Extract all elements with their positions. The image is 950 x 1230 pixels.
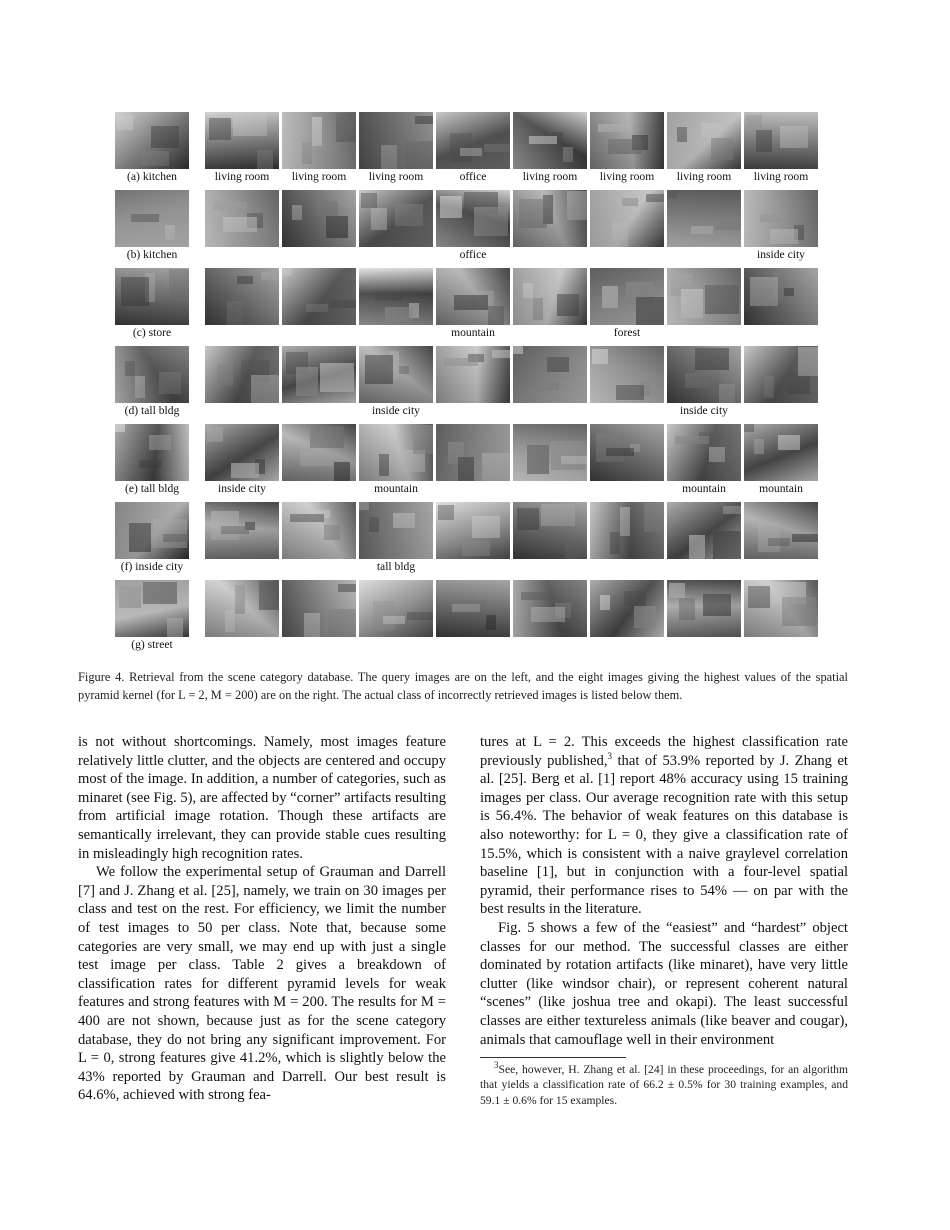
retrieved-image [436, 424, 510, 481]
retrieved-image [744, 112, 818, 169]
query-label: (f) inside city [120, 560, 184, 573]
retrieved-image [282, 112, 356, 169]
paragraph: We follow the experimental setup of Grauman and Darrell [7] and J. Zhang et al. [25], namely, we train on 30 images per class and test on the rest. For efficiency, we limit the number of test images to 50 per class. Note that, because some categories are very small, we may end up with just a single test image per class. Table 2 gives a breakdown of classification rates for different pyramid levels for weak features and strong features with M = 200. The results for M = 400 are not shown, because just as for the scene category database, they do not bring any significant improvement. For L = 0, strong features give 41.2%, which is slightly below the 43% reported by Grauman and Darrell. Our best result is 64.6%, achieved with strong fea- [78, 864, 446, 1104]
retrieved-image [282, 580, 356, 637]
text-column-right [480, 733, 848, 1108]
result-label: mountain [759, 482, 803, 495]
retrieved-image [205, 424, 279, 481]
paragraph [480, 733, 848, 919]
retrieved-image [744, 580, 818, 637]
query-label: (b) kitchen [126, 248, 178, 261]
result-label: office [459, 248, 487, 261]
query-label: (c) store [132, 326, 172, 339]
retrieval-row [0, 268, 950, 346]
retrieved-image [282, 190, 356, 247]
result-label: living room [368, 170, 424, 183]
retrieved-image [744, 502, 818, 559]
retrieved-image [282, 502, 356, 559]
retrieval-row [0, 502, 950, 580]
retrieved-image [590, 268, 664, 325]
paragraph: Fig. 5 shows a few of the “easiest” and “hardest” object classes for our method. The successful classes are either dominated by rotation artifacts (like minaret), have very little clutter (like windsor chair), or represent coherent natural “scenes” (like joshua tree and okapi). The least successful classes are either textureless animals (like beaver and cougar), animals that camouflage well in their environment [480, 919, 848, 1048]
query-label: (g) street [131, 638, 173, 651]
retrieval-row [0, 346, 950, 424]
query-image [115, 112, 189, 169]
figure-caption: Figure 4. Retrieval from the scene category database. The query images are on the left, and the eight images giving the highest values of the spatial pyramid kernel (for L = 2, M = 200) are on the right. The actual class of incorrectly retrieved images is listed below them. [78, 670, 848, 702]
retrieved-image [205, 502, 279, 559]
retrieved-image [359, 424, 433, 481]
retrieved-image [205, 580, 279, 637]
result-label: office [459, 170, 487, 183]
query-label: (e) tall bldg [124, 482, 180, 495]
retrieved-image [436, 190, 510, 247]
retrieved-image [436, 580, 510, 637]
retrieved-image [205, 112, 279, 169]
result-label: inside city [680, 404, 728, 417]
result-label: living room [599, 170, 655, 183]
footnote-marker: 3 [607, 750, 612, 761]
retrieved-image [359, 112, 433, 169]
retrieved-image [359, 580, 433, 637]
retrieved-image [513, 346, 587, 403]
result-label: tall bldg [376, 560, 416, 573]
retrieved-image [513, 424, 587, 481]
retrieved-image [667, 346, 741, 403]
retrieved-image [436, 502, 510, 559]
retrieved-image [513, 502, 587, 559]
retrieved-image [513, 112, 587, 169]
retrieved-image [359, 346, 433, 403]
retrieved-image [436, 268, 510, 325]
retrieved-image [359, 268, 433, 325]
result-label: living room [522, 170, 578, 183]
result-label: mountain [451, 326, 495, 339]
result-label: inside city [757, 248, 805, 261]
paragraph: is not without shortcomings. Namely, most images feature relatively little clutter, and the objects are centered and occupy most of the image. In addition, a number of categories, such as minaret (see Fig. 5), are affected by “corner” artifacts resulting from artificial image rotation. Though these artifacts are semantically irrelevant, they can provide stable cues resulting in misleadingly high recognition rates. [78, 734, 446, 862]
retrieved-image [436, 346, 510, 403]
retrieved-image [436, 112, 510, 169]
result-label: mountain [374, 482, 418, 495]
paragraph-text: tures at L = 2. This exceeds the highest classification rate previously published, [480, 734, 848, 769]
retrieved-image [744, 268, 818, 325]
retrieved-image [590, 190, 664, 247]
footnote [480, 1062, 848, 1108]
retrieved-image [205, 346, 279, 403]
retrieval-row [0, 580, 950, 658]
query-image [115, 424, 189, 481]
retrieved-image [590, 112, 664, 169]
footnote-text: See, however, H. Zhang et al. [24] in these proceedings, for an algorithm that yields a classification rate of 66.2 ± 0.5% for 30 training examples, and 59.1 ± 0.6% for 15 examples. [480, 1063, 848, 1107]
query-label: (d) tall bldg [124, 404, 180, 417]
retrieved-image [513, 580, 587, 637]
retrieved-image [667, 190, 741, 247]
query-image [115, 268, 189, 325]
retrieved-image [590, 580, 664, 637]
retrieved-image [667, 580, 741, 637]
retrieved-image [744, 424, 818, 481]
retrieved-image [205, 268, 279, 325]
result-label: inside city [218, 482, 266, 495]
query-image [115, 346, 189, 403]
retrieved-image [667, 268, 741, 325]
retrieved-image [590, 346, 664, 403]
retrieved-image [282, 346, 356, 403]
query-image [115, 190, 189, 247]
result-label: living room [214, 170, 270, 183]
retrieval-row [0, 190, 950, 268]
retrieved-image [667, 112, 741, 169]
query-image [115, 580, 189, 637]
retrieval-row [0, 424, 950, 502]
retrieved-image [590, 502, 664, 559]
footnote-rule [480, 1057, 626, 1058]
result-label: inside city [372, 404, 420, 417]
retrieved-image [590, 424, 664, 481]
result-label: living room [676, 170, 732, 183]
retrieved-image [282, 268, 356, 325]
retrieved-image [667, 424, 741, 481]
text-column-left [78, 733, 446, 1105]
retrieved-image [667, 502, 741, 559]
retrieved-image [513, 268, 587, 325]
retrieved-image [282, 424, 356, 481]
result-label: mountain [682, 482, 726, 495]
paragraph-text: that of 53.9% reported by J. Zhang et al. [25]. Berg et al. [1] report 48% accuracy using 15 training images per class. Our average recognition rate with this setup is 56.4%. The behavior of weak features on this database is also noteworthy: for L = 0, they give a classification rate of 15.5%, which is consistent with a naive graylevel correlation baseline [1], but in conjunction with a four-level spatial pyramid, their performance rises to 54% — on par with the best results in the literature. [480, 752, 848, 918]
retrieved-image [359, 190, 433, 247]
retrieval-row [0, 112, 950, 190]
retrieved-image [359, 502, 433, 559]
footnote-number: 3 [494, 1060, 499, 1071]
query-label: (a) kitchen [127, 170, 177, 183]
retrieved-image [744, 190, 818, 247]
result-label: living room [291, 170, 347, 183]
retrieved-image [744, 346, 818, 403]
result-label: living room [753, 170, 809, 183]
result-label: forest [613, 326, 641, 339]
retrieved-image [205, 190, 279, 247]
query-image [115, 502, 189, 559]
retrieved-image [513, 190, 587, 247]
